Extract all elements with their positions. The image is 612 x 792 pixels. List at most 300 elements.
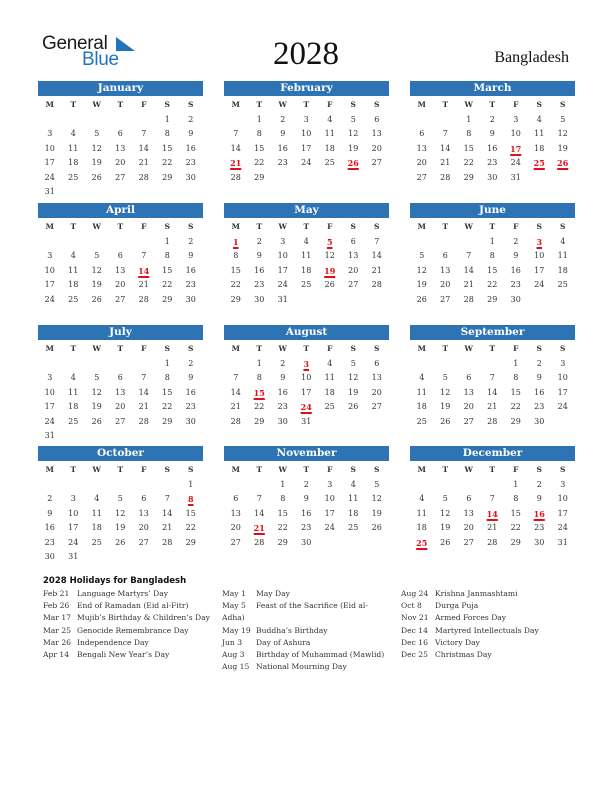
day-cell: 14 [230,143,241,153]
weekday-label: T [489,465,496,474]
empty-cell [132,357,156,372]
month-day-grid [410,98,575,185]
day-cell: 20 [230,523,241,532]
day-cell: 9 [280,129,286,138]
weekday-label: S [164,222,170,231]
weekday-label: T [256,222,263,231]
weekday-label: T [70,222,77,231]
day-cell: 4 [70,373,76,382]
holiday-date: May 1 [222,589,246,598]
holiday-name: May Day [256,589,290,598]
empty-cell [224,113,248,128]
day-cell: 31 [44,431,55,440]
day-cell: 10 [510,129,521,138]
weekday-label: F [141,100,147,109]
day-cell: 14 [371,251,382,260]
holiday-row [43,588,210,600]
day-cell: 17 [557,508,568,518]
day-cell: 5 [94,373,100,382]
month-september [410,325,575,429]
day-cell: 3 [513,114,519,124]
holiday-day-cell: 3 [536,236,543,247]
day-cell: 8 [513,373,519,382]
day-cell: 8 [466,129,472,138]
day-cell: 17 [44,158,55,167]
day-cell: 27 [115,416,126,426]
day-cell: 18 [557,265,568,275]
month-day-grid [38,463,203,565]
day-cell: 1 [164,114,170,124]
day-cell: 9 [513,251,519,260]
weekday-label: T [489,100,496,109]
day-cell: 11 [68,265,79,275]
day-cell: 4 [303,236,309,246]
empty-cell [85,478,109,493]
day-cell: 15 [162,265,173,275]
month-header: January [38,81,203,96]
weekday-label: T [442,100,449,109]
day-cell: 3 [327,479,333,489]
weekday-label: W [92,465,101,474]
day-cell: 20 [115,280,126,289]
day-cell: 11 [416,508,427,518]
holiday-day-cell: 1 [232,236,239,247]
empty-cell [457,235,481,250]
day-cell: 20 [440,280,451,289]
day-cell: 10 [277,251,288,260]
day-cell: 7 [256,494,262,503]
holiday-day-cell: 19 [324,265,336,276]
day-cell: 9 [47,508,53,518]
day-cell: 11 [324,129,335,138]
day-cell: 11 [557,251,568,260]
day-cell: 15 [162,143,173,153]
weekday-label: M [231,100,240,109]
day-cell: 7 [466,251,472,260]
day-cell: 15 [487,265,498,275]
day-cell: 16 [277,143,288,153]
day-cell: 25 [68,172,79,182]
day-cell: 11 [68,387,79,397]
day-cell: 24 [301,158,312,167]
day-cell: 19 [348,143,359,153]
weekday-label: F [327,222,333,231]
day-cell: 2 [280,358,286,368]
holiday-day-cell: 21 [230,158,242,168]
day-cell: 31 [557,537,568,547]
day-cell: 23 [534,523,545,532]
day-cell: 4 [94,494,100,503]
empty-cell [457,478,481,493]
day-cell: 9 [303,494,309,503]
empty-cell [38,357,62,372]
day-cell: 19 [371,508,382,518]
day-cell: 11 [301,251,312,260]
day-cell: 17 [301,387,312,397]
day-cell: 12 [416,265,427,275]
weekday-label: T [117,100,124,109]
day-cell: 23 [44,537,55,547]
day-cell: 28 [138,416,149,426]
day-cell: 12 [440,508,451,518]
day-cell: 17 [277,265,288,275]
holiday-day-cell: 25 [416,537,428,548]
empty-cell [481,357,505,372]
day-cell: 16 [487,143,498,153]
day-cell: 16 [185,265,196,275]
day-cell: 4 [350,479,356,489]
day-cell: 3 [280,236,286,246]
empty-cell [109,235,133,250]
day-cell: 13 [463,387,474,397]
day-cell: 9 [188,251,194,260]
empty-cell [109,478,133,493]
month-day-grid [224,98,389,185]
day-cell: 9 [256,251,262,260]
weekday-label: S [164,100,170,109]
day-cell: 28 [487,537,498,547]
day-cell: 9 [188,129,194,138]
month-header: February [224,81,389,96]
day-cell: 4 [419,494,425,503]
day-cell: 28 [254,537,265,547]
weekday-label: M [45,344,54,353]
day-cell: 22 [162,280,173,289]
holiday-name: Martyred Intellectuals Day [435,625,539,635]
day-cell: 13 [371,129,382,138]
day-cell: 26 [371,523,382,532]
weekday-label: M [417,100,426,109]
day-cell: 1 [513,479,519,489]
weekday-label: F [141,222,147,231]
month-april [38,203,203,307]
holiday-day-cell: 26 [557,158,569,168]
day-cell: 13 [416,143,427,153]
day-cell: 13 [463,508,474,518]
day-cell: 10 [534,251,545,260]
day-cell: 30 [254,294,265,304]
day-cell: 4 [419,373,425,382]
day-cell: 28 [371,280,382,289]
empty-cell [410,478,434,493]
day-cell: 2 [536,479,542,489]
day-cell: 8 [164,251,170,260]
holiday-date: Apr 14 [43,649,70,659]
day-cell: 3 [47,129,53,138]
weekday-label: M [45,100,54,109]
logo-text-general: General [42,33,108,54]
weekday-label: S [374,344,380,353]
day-cell: 15 [463,143,474,153]
day-cell: 27 [371,158,382,167]
holiday-row [222,649,384,661]
day-cell: 30 [487,172,498,182]
day-cell: 7 [233,373,239,382]
day-cell: 14 [487,387,498,397]
holiday-day-cell: 17 [510,143,522,154]
day-cell: 19 [557,143,568,153]
day-cell: 25 [68,416,79,426]
day-cell: 17 [44,280,55,289]
day-cell: 25 [324,402,335,411]
day-cell: 18 [68,280,79,289]
weekday-label: F [327,100,333,109]
day-cell: 15 [510,508,521,518]
day-cell: 5 [94,129,100,138]
empty-cell [410,113,434,128]
holiday-row [43,612,210,624]
day-cell: 4 [70,129,76,138]
empty-cell [38,478,62,493]
empty-cell [434,357,458,372]
weekday-label: S [350,344,356,353]
weekday-label: S [560,100,566,109]
weekday-label: S [350,100,356,109]
day-cell: 3 [47,373,53,382]
holiday-date: Feb 21 [43,589,70,598]
month-header: October [38,446,203,461]
day-cell: 24 [44,172,55,182]
day-cell: 31 [301,416,312,426]
day-cell: 21 [487,523,498,532]
empty-cell [85,357,109,372]
weekday-label: W [464,344,473,353]
empty-cell [248,478,272,493]
day-cell: 20 [115,402,126,411]
day-cell: 28 [138,294,149,304]
weekday-label: M [231,222,240,231]
day-cell: 7 [141,129,147,138]
day-cell: 24 [68,537,79,547]
day-cell: 6 [350,236,356,246]
day-cell: 15 [230,265,241,275]
day-cell: 19 [440,402,451,411]
month-day-grid [224,463,389,550]
day-cell: 29 [510,416,521,426]
day-cell: 8 [256,373,262,382]
day-cell: 20 [463,523,474,532]
day-cell: 2 [47,494,53,503]
day-cell: 6 [466,373,472,382]
day-cell: 19 [91,402,102,411]
day-cell: 18 [534,143,545,153]
day-cell: 19 [416,280,427,289]
day-cell: 10 [44,265,55,275]
holiday-day-cell: 14 [486,508,498,519]
day-cell: 30 [301,537,312,547]
weekday-label: F [141,344,147,353]
holiday-row [43,637,210,649]
weekday-label: M [417,344,426,353]
month-day-grid [224,342,389,429]
day-cell: 5 [117,494,123,503]
weekday-label: W [92,344,101,353]
day-cell: 8 [256,129,262,138]
day-cell: 2 [188,114,194,124]
weekday-label: S [188,465,194,474]
day-cell: 29 [487,294,498,304]
day-cell: 8 [233,251,239,260]
day-cell: 5 [350,358,356,368]
logo-text-blue: Blue [82,49,119,70]
weekday-label: S [374,222,380,231]
holiday-day-cell: 21 [253,523,265,533]
day-cell: 17 [44,402,55,411]
day-cell: 26 [440,416,451,426]
day-cell: 30 [534,537,545,547]
holiday-row [222,588,384,600]
holiday-date: Jun 3 [222,637,243,647]
empty-cell [109,357,133,372]
day-cell: 4 [536,114,542,124]
day-cell: 26 [440,537,451,547]
day-cell: 23 [510,280,521,289]
day-cell: 24 [557,402,568,411]
empty-cell [224,357,248,372]
day-cell: 13 [440,265,451,275]
holiday-date: Feb 26 [43,601,70,611]
day-cell: 19 [348,387,359,397]
weekday-label: T [117,465,124,474]
day-cell: 15 [162,387,173,397]
day-cell: 10 [44,143,55,153]
day-cell: 14 [138,143,149,153]
empty-cell [109,113,133,128]
weekday-label: S [188,100,194,109]
weekday-label: M [417,222,426,231]
day-cell: 3 [70,494,76,503]
holiday-day-cell: 16 [533,508,545,519]
empty-cell [85,113,109,128]
day-cell: 25 [416,416,427,426]
day-cell: 7 [489,373,495,382]
day-cell: 27 [138,537,149,547]
day-cell: 12 [348,373,359,382]
month-header: November [224,446,389,461]
holiday-date: Nov 21 [401,613,429,623]
day-cell: 15 [185,508,196,518]
day-cell: 11 [534,129,545,138]
day-cell: 5 [419,251,425,260]
day-cell: 11 [324,373,335,382]
day-cell: 6 [117,251,123,260]
holiday-date: Dec 25 [401,649,428,659]
holiday-date: Mar 26 [43,637,72,647]
holiday-name: Christmas Day [435,649,492,659]
day-cell: 16 [44,523,55,532]
weekday-label: F [513,100,519,109]
day-cell: 28 [487,416,498,426]
holiday-day-cell: 8 [187,494,194,504]
day-cell: 30 [185,416,196,426]
day-cell: 24 [324,523,335,532]
day-cell: 14 [162,508,173,518]
day-cell: 8 [513,494,519,503]
day-cell: 7 [489,494,495,503]
day-cell: 23 [301,523,312,532]
day-cell: 10 [557,494,568,503]
day-cell: 31 [68,552,79,561]
day-cell: 21 [162,523,173,532]
holiday-row [222,600,384,612]
day-cell: 13 [115,143,126,153]
weekday-label: M [45,222,54,231]
day-cell: 14 [254,508,265,518]
weekday-label: S [350,222,356,231]
month-header: June [410,203,575,218]
day-cell: 19 [440,523,451,532]
holiday-name: Independence Day [77,637,149,647]
weekday-label: T [70,100,77,109]
day-cell: 12 [91,143,102,153]
day-cell: 29 [277,537,288,547]
day-cell: 2 [256,236,262,246]
day-cell: 25 [324,158,335,167]
day-cell: 9 [536,494,542,503]
holiday-day-cell: 14 [138,265,150,276]
weekday-label: M [231,344,240,353]
day-cell: 20 [371,143,382,153]
holiday-date: Aug 15 [222,662,250,672]
day-cell: 21 [463,280,474,289]
day-cell: 4 [70,251,76,260]
empty-cell [224,478,248,493]
day-cell: 5 [442,373,448,382]
weekday-label: S [560,344,566,353]
day-cell: 16 [185,387,196,397]
month-day-grid [224,220,389,307]
day-cell: 29 [230,294,241,304]
day-cell: 30 [185,294,196,304]
day-cell: 23 [254,280,265,289]
day-cell: 13 [115,265,126,275]
holiday-name: Birthday of Muhammad (Mawlid) [256,649,385,659]
holiday-row [222,661,384,673]
weekday-label: M [417,465,426,474]
weekday-label: S [374,100,380,109]
weekday-label: W [92,100,101,109]
weekday-label: S [164,344,170,353]
day-cell: 13 [138,508,149,518]
day-cell: 10 [301,129,312,138]
day-cell: 13 [230,508,241,518]
holiday-day-cell: 24 [300,402,312,412]
day-cell: 6 [374,358,380,368]
day-cell: 13 [348,251,359,260]
holiday-column [401,588,539,661]
holiday-date: May 19 [222,625,251,635]
day-cell: 25 [91,537,102,547]
day-cell: 22 [487,280,498,289]
month-header: December [410,446,575,461]
month-january [38,81,203,200]
weekday-label: T [117,344,124,353]
day-cell: 17 [557,387,568,397]
month-day-grid [38,98,203,200]
weekday-label: S [164,465,170,474]
day-cell: 14 [230,387,241,397]
day-cell: 11 [348,494,359,503]
weekday-label: S [188,222,194,231]
day-cell: 12 [91,265,102,275]
day-cell: 12 [324,251,335,260]
weekday-label: S [188,344,194,353]
day-cell: 6 [442,251,448,260]
day-cell: 29 [185,537,196,547]
day-cell: 12 [440,387,451,397]
day-cell: 12 [348,129,359,138]
weekday-label: W [278,100,287,109]
